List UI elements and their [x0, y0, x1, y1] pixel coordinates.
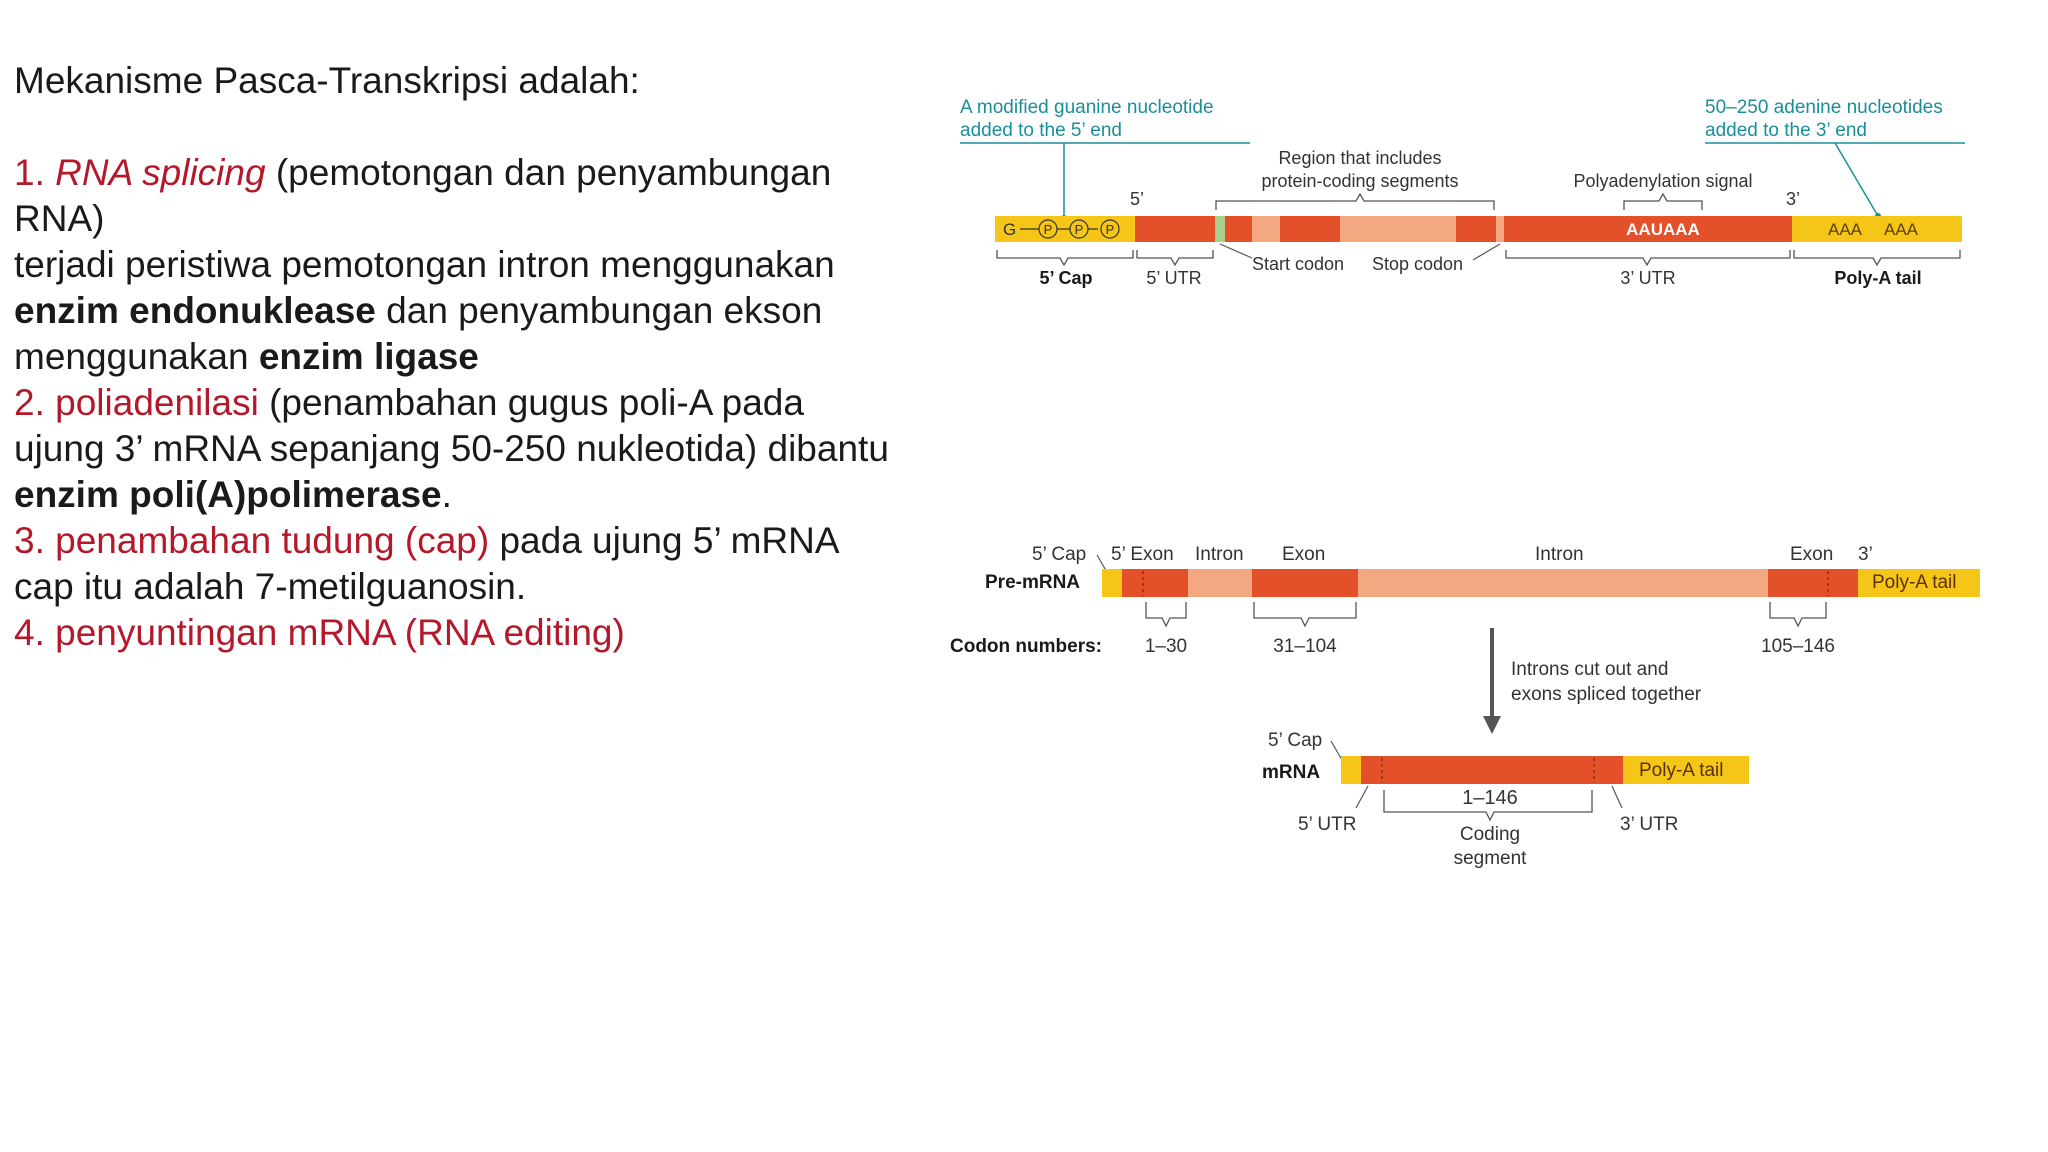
item-1-line2: dan penyambungan ekson menggunakan — [14, 290, 823, 377]
poly-a-segment — [1792, 216, 1962, 242]
polyadenylation-brace — [1624, 194, 1702, 210]
cap-callout-line2: added to the 5’ end — [960, 120, 1122, 141]
mrna-cap-label: 5’ Cap — [1268, 730, 1323, 751]
coding-segment-label-line2: segment — [1453, 848, 1527, 869]
item-4-term: penyuntingan mRNA (RNA editing) — [55, 612, 625, 653]
noncoding-segment-b — [1340, 216, 1456, 242]
utr5-segment — [1135, 216, 1215, 242]
codon-brace-1 — [1146, 602, 1186, 626]
mrna-utr5-pointer — [1356, 786, 1368, 808]
item-1-bold-ligase: enzim ligase — [258, 336, 479, 377]
stop-codon-label: Stop codon — [1372, 254, 1464, 274]
coding-region-label-line2: protein-coding segments — [1261, 171, 1459, 191]
mrna-utr3-pointer — [1612, 786, 1622, 808]
splicing-note-line1: Introns cut out and — [1511, 659, 1669, 680]
codon-range-2: 31–104 — [1273, 636, 1337, 657]
item-2-end: . — [441, 474, 452, 515]
mrna-utr5-label: 5’ UTR — [1298, 814, 1357, 835]
three-prime-label: 3’ — [1786, 189, 1801, 209]
item-1-number: 1. — [14, 152, 45, 193]
pre-mrna-intron2-segment — [1358, 569, 1768, 597]
mrna-coding-segment — [1361, 756, 1623, 784]
pre-mrna-label: Pre-mRNA — [985, 572, 1081, 593]
utr3-label: 3’ UTR — [1620, 268, 1676, 288]
start-codon-label: Start codon — [1252, 254, 1345, 274]
exon5-label: 5’ Exon — [1111, 544, 1174, 565]
splicing-note-line2: exons spliced together — [1511, 684, 1702, 705]
item-1-term: RNA splicing — [55, 152, 266, 193]
codon-brace-3 — [1770, 602, 1826, 626]
pre-mrna-exon3-segment — [1768, 569, 1858, 597]
start-codon-segment — [1215, 216, 1225, 242]
coding-segment-c — [1456, 216, 1496, 242]
stop-codon-segment — [1496, 216, 1504, 242]
page-title: Mekanisme Pasca-Transkripsi adalah: — [14, 60, 640, 101]
mrna-structure-diagram — [960, 97, 1965, 288]
guanine-label: G — [1003, 220, 1017, 239]
splicing-diagram — [950, 544, 1980, 869]
phosphate-label-1: P — [1043, 222, 1053, 237]
aaa-left-text: AAA — [1828, 220, 1863, 239]
item-3-number: 3. — [14, 520, 45, 561]
item-2-term: poliadenilasi — [55, 382, 259, 423]
pre-mrna-poly-a-label: Poly-A tail — [1872, 572, 1957, 593]
mrna-codon-range: 1–146 — [1462, 787, 1518, 809]
tail-callout-line1: 50–250 adenine nucleotides — [1705, 97, 1943, 118]
codon-range-3: 105–146 — [1761, 636, 1835, 657]
cap-label: 5’ Cap — [1039, 268, 1093, 288]
stop-codon-pointer — [1473, 244, 1500, 260]
mrna-poly-a-label: Poly-A tail — [1639, 760, 1724, 781]
item-1-paren: (pemotongan dan penyambungan RNA) — [14, 152, 832, 239]
intron1-label: Intron — [1195, 544, 1244, 565]
item-2-bold-enzyme: enzim poli(A)polimerase — [14, 474, 442, 515]
item-1-bold-endonuklease: enzim endonuklease — [14, 290, 376, 331]
poly-a-tail-label: Poly-A tail — [1834, 268, 1922, 288]
item-4-number: 4. — [14, 612, 45, 653]
coding-segment-label-line1: Coding — [1459, 824, 1521, 845]
tail-callout-pointer — [1835, 143, 1878, 216]
mrna-utr3-label: 3’ UTR — [1620, 814, 1679, 835]
coding-region-label-line1: Region that includes — [1278, 148, 1442, 168]
start-codon-pointer — [1220, 244, 1252, 258]
item-3-term: penambahan tudung (cap) — [55, 520, 490, 561]
codon-numbers-label: Codon numbers: — [950, 636, 1102, 657]
pre-mrna-cap-segment — [1102, 569, 1122, 597]
tail-callout-line2: added to the 3’ end — [1705, 120, 1867, 141]
exon2-label: Exon — [1282, 544, 1326, 565]
coding-segment-b — [1280, 216, 1340, 242]
item-1-line1: terjadi peristiwa pemotongan intron menggunakan — [14, 244, 835, 285]
coding-region-brace — [1216, 194, 1494, 210]
noncoding-segment-a — [1252, 216, 1280, 242]
coding-segment-a — [1225, 216, 1252, 242]
phosphate-label-3: P — [1105, 222, 1115, 237]
item-2-number: 2. — [14, 382, 45, 423]
intron2-label: Intron — [1535, 544, 1584, 565]
poly-a-brace — [1794, 250, 1960, 265]
cap-brace — [997, 250, 1133, 265]
splicing-arrow-head — [1483, 716, 1501, 734]
cap-callout-line1: A modified guanine nucleotide — [960, 97, 1214, 118]
mrna-label: mRNA — [1262, 762, 1321, 783]
codon-range-1: 1–30 — [1144, 636, 1188, 657]
aauaaa-signal-text: AAUAAA — [1626, 220, 1700, 239]
pre-mrna-cap-label: 5’ Cap — [1032, 544, 1087, 565]
codon-brace-2 — [1254, 602, 1356, 626]
utr5-brace — [1137, 250, 1213, 265]
utr5-label: 5’ UTR — [1146, 268, 1202, 288]
polyadenylation-signal-label: Polyadenylation signal — [1573, 171, 1753, 191]
pre-mrna-exon1-segment — [1122, 569, 1188, 597]
phosphate-label-2: P — [1074, 222, 1084, 237]
aaa-right-text: AAA — [1884, 220, 1919, 239]
utr3-brace — [1506, 250, 1790, 265]
mrna-cap-pointer — [1331, 741, 1342, 760]
mrna-cap-segment — [1341, 756, 1361, 784]
five-prime-label: 5’ — [1130, 189, 1145, 209]
item-2-rest: (penambahan gugus poli-A pada ujung 3’ mRNA sepanjang 50-250 nukleotida) dibantu — [14, 382, 889, 469]
exon3-label: Exon — [1790, 544, 1834, 565]
pre-mrna-intron1-segment — [1188, 569, 1252, 597]
item-3-rest: pada ujung 5’ mRNA cap itu adalah 7-metilguanosin. — [14, 520, 838, 607]
pre-mrna-three-prime-label: 3’ — [1858, 544, 1873, 565]
pre-mrna-exon2-segment — [1252, 569, 1358, 597]
